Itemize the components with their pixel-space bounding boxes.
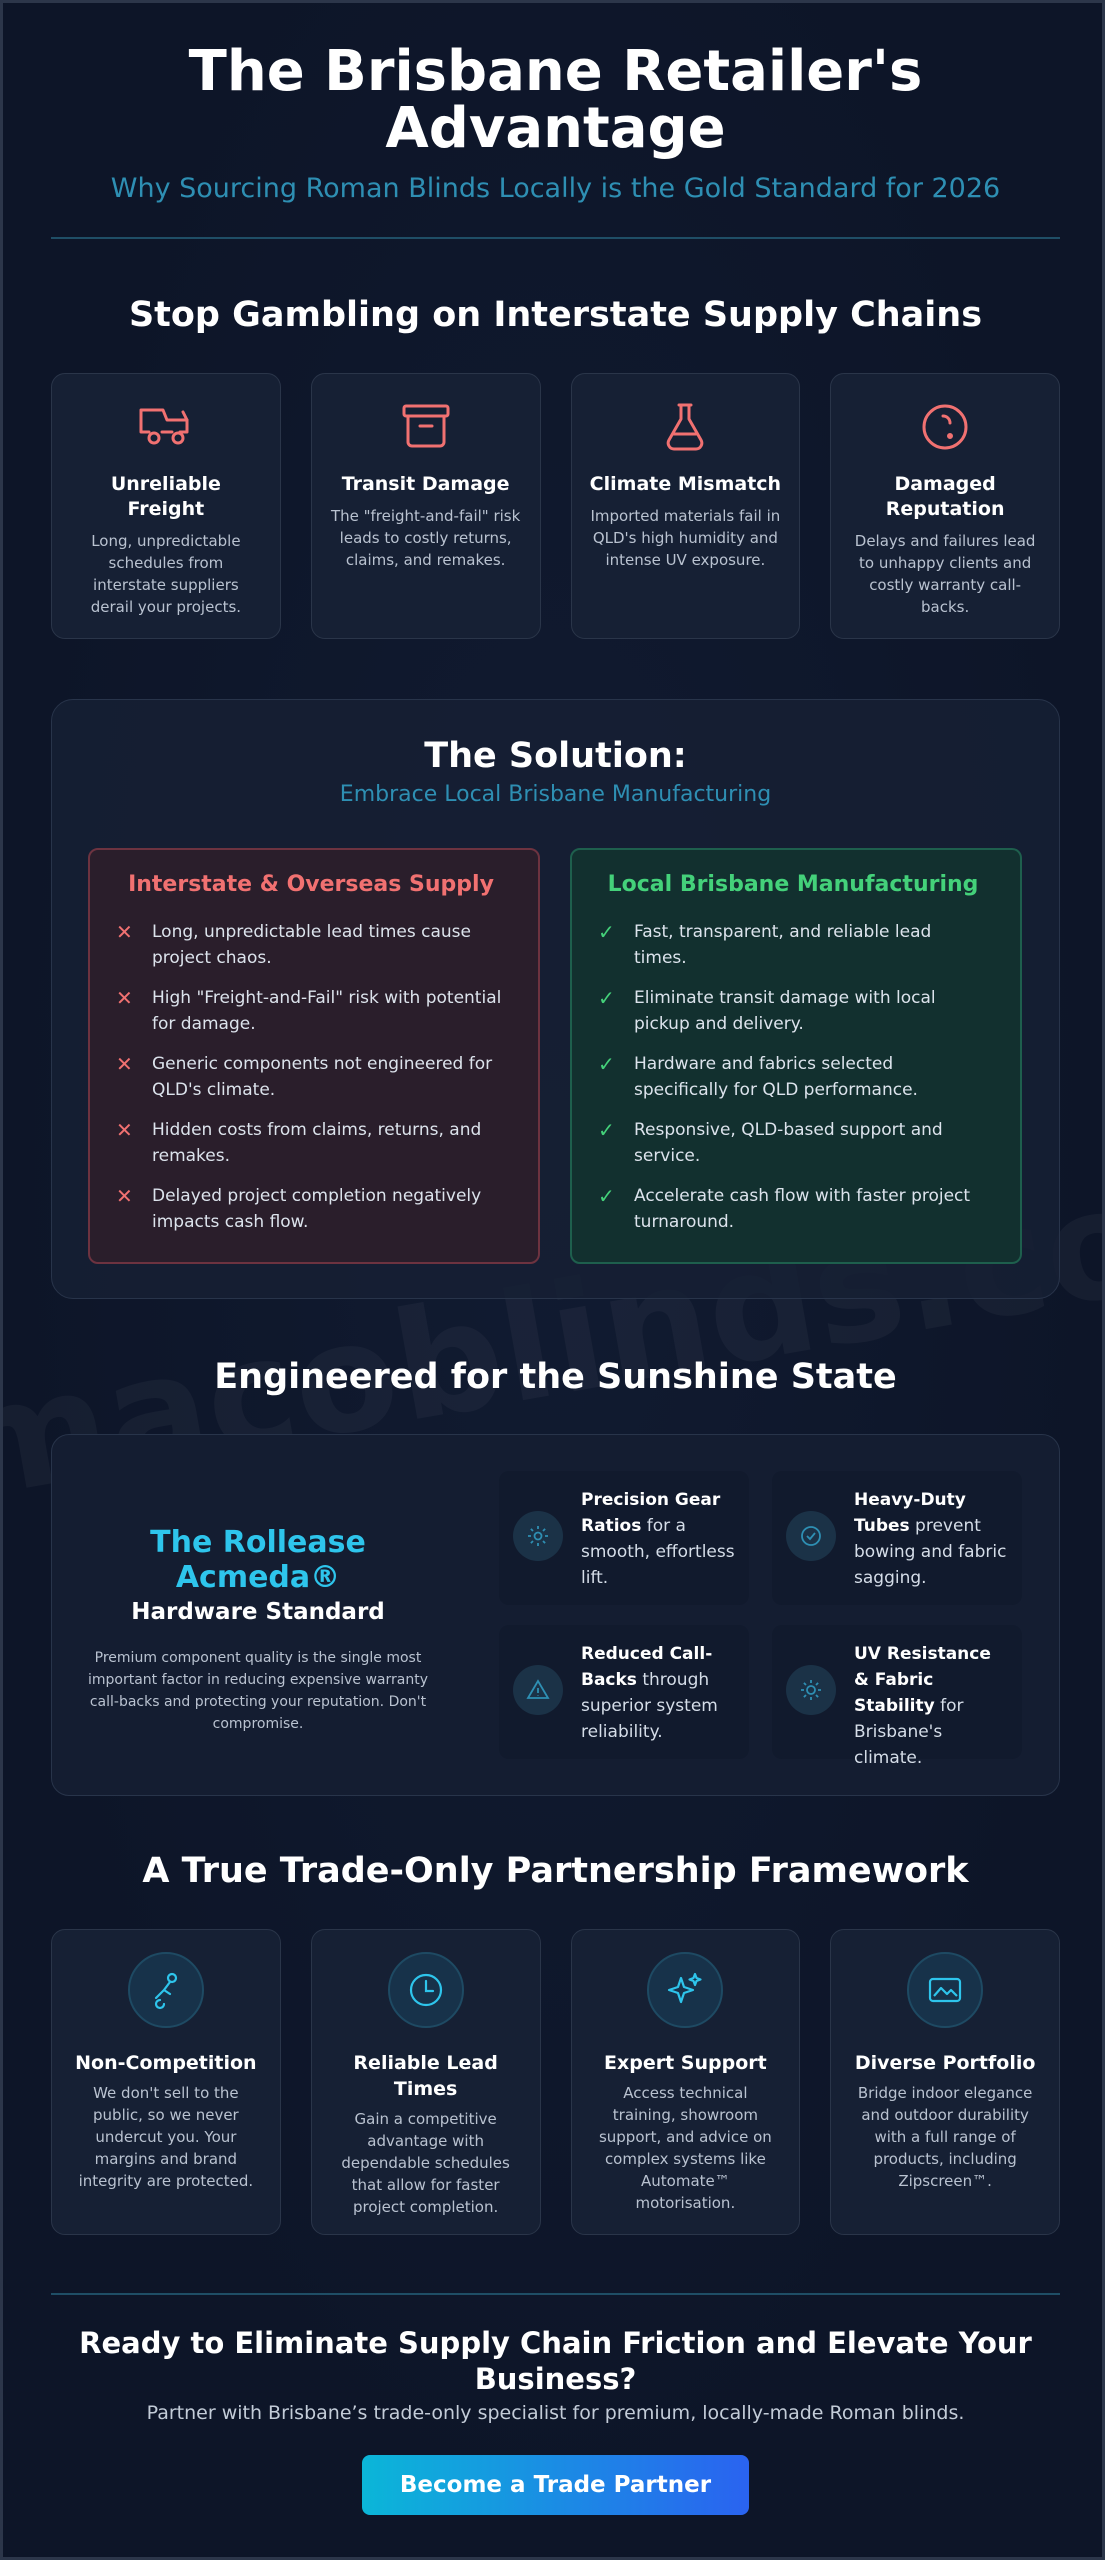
check-icon: ✓ — [598, 1052, 615, 1076]
partnership-card-title: Diverse Portfolio — [854, 2052, 1036, 2074]
list-item: ✕ Hidden costs from claims, returns, and remakes. — [116, 1117, 506, 1169]
clock-icon — [388, 1952, 464, 2028]
problem-desc: The "freight-and-fail" risk leads to costly returns, claims, and remakes. — [330, 507, 521, 569]
partnership-card-desc: Bridge indoor elegance and outdoor durability with a full range of products, including Zipscreen™. — [857, 2084, 1033, 2190]
hardware-standard: Hardware Standard — [131, 1599, 385, 1625]
problem-card — [311, 373, 541, 639]
interstate-title: Interstate & Overseas Supply — [128, 872, 494, 897]
feature-card: UV Resistance & Fabric Stability for Brisbane's climate. — [772, 1625, 1022, 1759]
problem-desc: Delays and failures lead to unhappy clients and costly warranty call-backs. — [854, 532, 1036, 616]
cta-subtitle: Partner with Brisbane’s trade-only specialist for premium, locally-made Roman blinds. — [146, 2402, 965, 2424]
partnership-card-desc: We don't sell to the public, so we never undercut you. Your margins and brand integrity are protected. — [78, 2084, 254, 2190]
image-icon — [907, 1952, 983, 2028]
problems-title: Stop Gambling on Interstate Supply Chains — [128, 295, 983, 335]
become-trade-partner-button[interactable]: Become a Trade Partner — [362, 2455, 749, 2515]
list-item: ✕ Delayed project completion negatively impacts cash flow. — [116, 1183, 506, 1235]
problem-desc: Long, unpredictable schedules from interstate suppliers derail your projects. — [90, 532, 242, 616]
partnership-card-desc: Gain a competitive advantage with dependable schedules that allow for faster project completion. — [341, 2110, 510, 2216]
frown-face-icon — [917, 402, 973, 452]
list-item: ✕ High "Freight-and-Fail" risk with potential for damage. — [116, 985, 506, 1037]
partnership-card — [51, 1929, 281, 2235]
list-item: ✕ Generic components not engineered for QLD's climate. — [116, 1051, 506, 1103]
hardware-desc: Premium component quality is the single most important factor in reducing expensive warranty call-backs and protecting your reputation. Don't compromise. — [88, 1650, 428, 1732]
partnership-card-title: Reliable Lead Times — [353, 2052, 498, 2100]
list-item: ✓ Fast, transparent, and reliable lead times. — [598, 919, 988, 971]
solution-panel — [51, 699, 1060, 1299]
problem-cards — [51, 373, 1060, 639]
local-title: Local Brisbane Manufacturing — [607, 872, 979, 897]
archive-box-icon — [398, 402, 454, 452]
problem-title: Unreliable Freight — [110, 473, 221, 520]
local-column — [570, 848, 1022, 1264]
flask-icon — [657, 402, 713, 452]
check-icon: ✓ — [598, 920, 615, 944]
problem-title: Damaged Reputation — [885, 473, 1005, 520]
partnership-cards — [51, 1929, 1060, 2235]
problem-card — [830, 373, 1060, 639]
solution-title: The Solution: — [424, 736, 687, 776]
check-icon: ✓ — [598, 1118, 615, 1142]
feature-card: Heavy-Duty Tubes prevent bowing and fabric sagging. — [772, 1471, 1022, 1605]
feature-card: Reduced Call-Backs through superior system reliability. — [499, 1625, 749, 1759]
sun-icon — [786, 1665, 836, 1715]
partnership-title: A True Trade-Only Partnership Framework — [142, 1851, 969, 1891]
hardware-intro — [88, 1525, 428, 1735]
partnership-card-title: Non-Competition — [75, 2052, 257, 2074]
divider — [51, 237, 1060, 239]
page-subtitle: Why Sourcing Roman Blinds Locally is the Gold Standard for 2026 — [110, 173, 1001, 204]
check-circle-icon — [786, 1511, 836, 1561]
solution-subtitle: Embrace Local Brisbane Manufacturing — [339, 782, 772, 807]
partnership-card — [311, 1929, 541, 2235]
check-icon: ✓ — [598, 1184, 615, 1208]
cta-title: Ready to Eliminate Supply Chain Friction and Elevate Your Business? — [79, 2326, 1032, 2396]
list-item: ✓ Hardware and fabrics selected specifically for QLD performance. — [598, 1051, 988, 1103]
warning-icon — [513, 1665, 563, 1715]
divider — [51, 2293, 1060, 2295]
problem-card — [51, 373, 281, 639]
x-icon: ✕ — [116, 1184, 133, 1208]
hardware-brand: The Rollease Acmeda® — [150, 1525, 366, 1595]
sparkle-icon — [647, 1952, 723, 2028]
list-item: ✓ Accelerate cash flow with faster project turnaround. — [598, 1183, 988, 1235]
x-icon: ✕ — [116, 920, 133, 944]
partnership-card — [830, 1929, 1060, 2235]
problem-desc: Imported materials fail in QLD's high humidity and intense UV exposure. — [590, 507, 781, 569]
x-icon: ✕ — [116, 1118, 133, 1142]
list-item: ✓ Responsive, QLD-based support and service. — [598, 1117, 988, 1169]
problem-title: Transit Damage — [341, 473, 510, 495]
partnership-card — [571, 1929, 801, 2235]
x-icon: ✕ — [116, 986, 133, 1010]
handshake-icon — [128, 1952, 204, 2028]
list-item: ✕ Long, unpredictable lead times cause project chaos. — [116, 919, 506, 971]
problem-title: Climate Mismatch — [589, 473, 782, 495]
truck-icon — [138, 402, 194, 452]
x-icon: ✕ — [116, 1052, 133, 1076]
partnership-card-title: Expert Support — [604, 2052, 767, 2074]
list-item: ✓ Eliminate transit damage with local pickup and delivery. — [598, 985, 988, 1037]
hardware-panel — [51, 1434, 1060, 1796]
hardware-title: Engineered for the Sunshine State — [214, 1357, 897, 1397]
feature-card: Precision Gear Ratios for a smooth, effortless lift. — [499, 1471, 749, 1605]
interstate-column — [88, 848, 540, 1264]
problem-card — [571, 373, 801, 639]
page-title: The Brisbane Retailer's Advantage — [188, 39, 923, 161]
check-icon: ✓ — [598, 986, 615, 1010]
gear-icon — [513, 1511, 563, 1561]
partnership-card-desc: Access technical training, showroom support, and advice on complex systems like Automate™ motorisation. — [598, 2084, 772, 2212]
